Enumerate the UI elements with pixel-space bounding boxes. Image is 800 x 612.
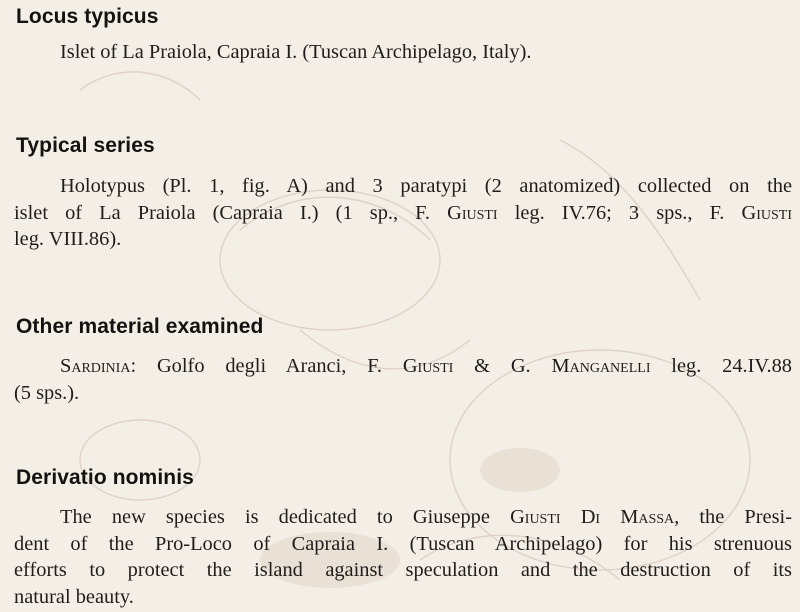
body-line: Holotypus (Pl. 1, fig. A) and 3 paratypi (2 anatomized) collected on the — [60, 175, 792, 197]
collector-name: Giusti — [447, 201, 498, 224]
body-text: , the Presi- — [674, 506, 792, 528]
locality-region: Sardinia — [60, 355, 131, 377]
section-heading: Derivatio nominis — [16, 466, 194, 489]
person-name: Giusti Di Massa — [510, 506, 675, 528]
collector-name: Giusti — [741, 201, 792, 224]
section-body — [14, 173, 792, 253]
body-text: islet of La Praiola (Capraia I.) (1 sp., F. — [14, 201, 448, 224]
section-heading: Other material examined — [16, 315, 264, 338]
body-line: natural beauty. — [14, 585, 134, 608]
body-text: & G. — [453, 355, 552, 377]
body-line — [14, 353, 792, 380]
collector-name: Giusti — [402, 355, 454, 377]
section-heading: Typical series — [16, 134, 155, 157]
body-line: (5 sps.). — [14, 381, 80, 404]
body-line: dent of the Pro-Loco of Capraia I. (Tuscan Archipelago) for his strenuous — [14, 532, 792, 555]
body-text: : Golfo degli Aranci, F. — [130, 355, 403, 377]
body-line: leg. VIII.86). — [14, 228, 122, 250]
body-text: leg. IV.76; 3 sps., F. — [497, 201, 742, 224]
section-body — [14, 504, 792, 610]
section-heading: Locus typicus — [16, 5, 159, 28]
section-body — [14, 353, 792, 406]
body-line: efforts to protect the island against speculation and the destruction of its — [14, 559, 792, 581]
collector-name: Manganelli — [551, 355, 651, 377]
body-line — [14, 504, 792, 531]
body-text: The new species is dedicated to Giuseppe — [60, 506, 511, 528]
body-line — [14, 200, 792, 227]
body-text: leg. 24.IV.88 — [650, 355, 792, 377]
body-line: Islet of La Praiola, Capraia I. (Tuscan Archipelago, Italy). — [60, 41, 532, 63]
section-body — [14, 39, 792, 66]
